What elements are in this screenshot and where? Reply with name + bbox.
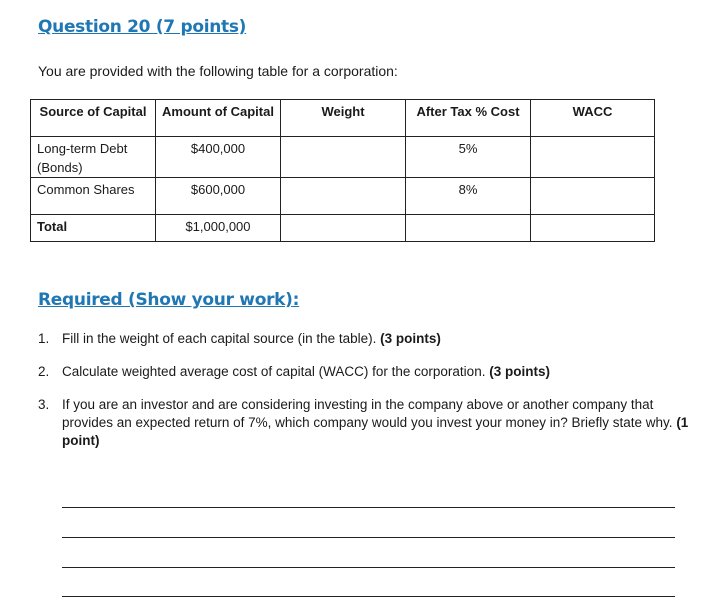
list-item [38,396,698,450]
cell-weight[interactable] [281,178,406,215]
cell-amount: $400,000 [156,137,281,178]
item-points: (3 points) [380,331,441,346]
capital-table [30,99,655,242]
cell-wacc[interactable] [531,178,655,215]
header-source: Source of Capital [31,100,156,137]
cell-cost: 5% [406,137,531,178]
cell-source: Common Shares [31,178,156,215]
table-header-row [31,100,655,137]
item-text [62,363,698,381]
header-cost: After Tax % Cost [406,100,531,137]
cell-total-amount: $1,000,000 [156,215,281,242]
item-points: (3 points) [489,364,550,379]
cell-total-label: Total [31,215,156,242]
item-text [62,330,698,348]
item-number: 3. [38,397,50,412]
intro-text: You are provided with the following table for a corporation: [38,63,398,79]
list-item [38,363,698,381]
table-total-row [31,215,655,242]
cell-cost: 8% [406,178,531,215]
answer-line[interactable] [62,567,675,568]
cell-wacc[interactable] [531,137,655,178]
item-points: (1 point) [62,415,689,448]
list-item [38,330,698,348]
item-body: Fill in the weight of each capital source (in the table). [62,331,381,346]
item-text [62,396,698,450]
question-title: Question 20 (7 points) [38,17,247,37]
answer-line[interactable] [62,507,675,508]
item-body: Calculate weighted average cost of capital (WACC) for the corporation. [62,364,490,379]
cell-total-weight[interactable] [281,215,406,242]
cell-amount: $600,000 [156,178,281,215]
item-number: 1. [38,331,50,346]
item-number: 2. [38,364,50,379]
header-weight: Weight [281,100,406,137]
cell-total-cost[interactable] [406,215,531,242]
table-row [31,178,655,215]
cell-source: Long-term Debt (Bonds) [31,137,156,178]
table-row [31,137,655,178]
header-wacc: WACC [531,100,655,137]
item-body: If you are an investor and are considering investing in the company above or another company that provides an expected return of 7%, which company would you invest your money in? Briefly state why. [62,397,677,430]
answer-line[interactable] [62,537,675,538]
requirements-list [38,330,698,450]
header-amount: Amount of Capital [156,100,281,137]
cell-weight[interactable] [281,137,406,178]
required-heading: Required (Show your work): [38,290,300,310]
answer-line[interactable] [62,596,675,597]
cell-total-wacc[interactable] [531,215,655,242]
